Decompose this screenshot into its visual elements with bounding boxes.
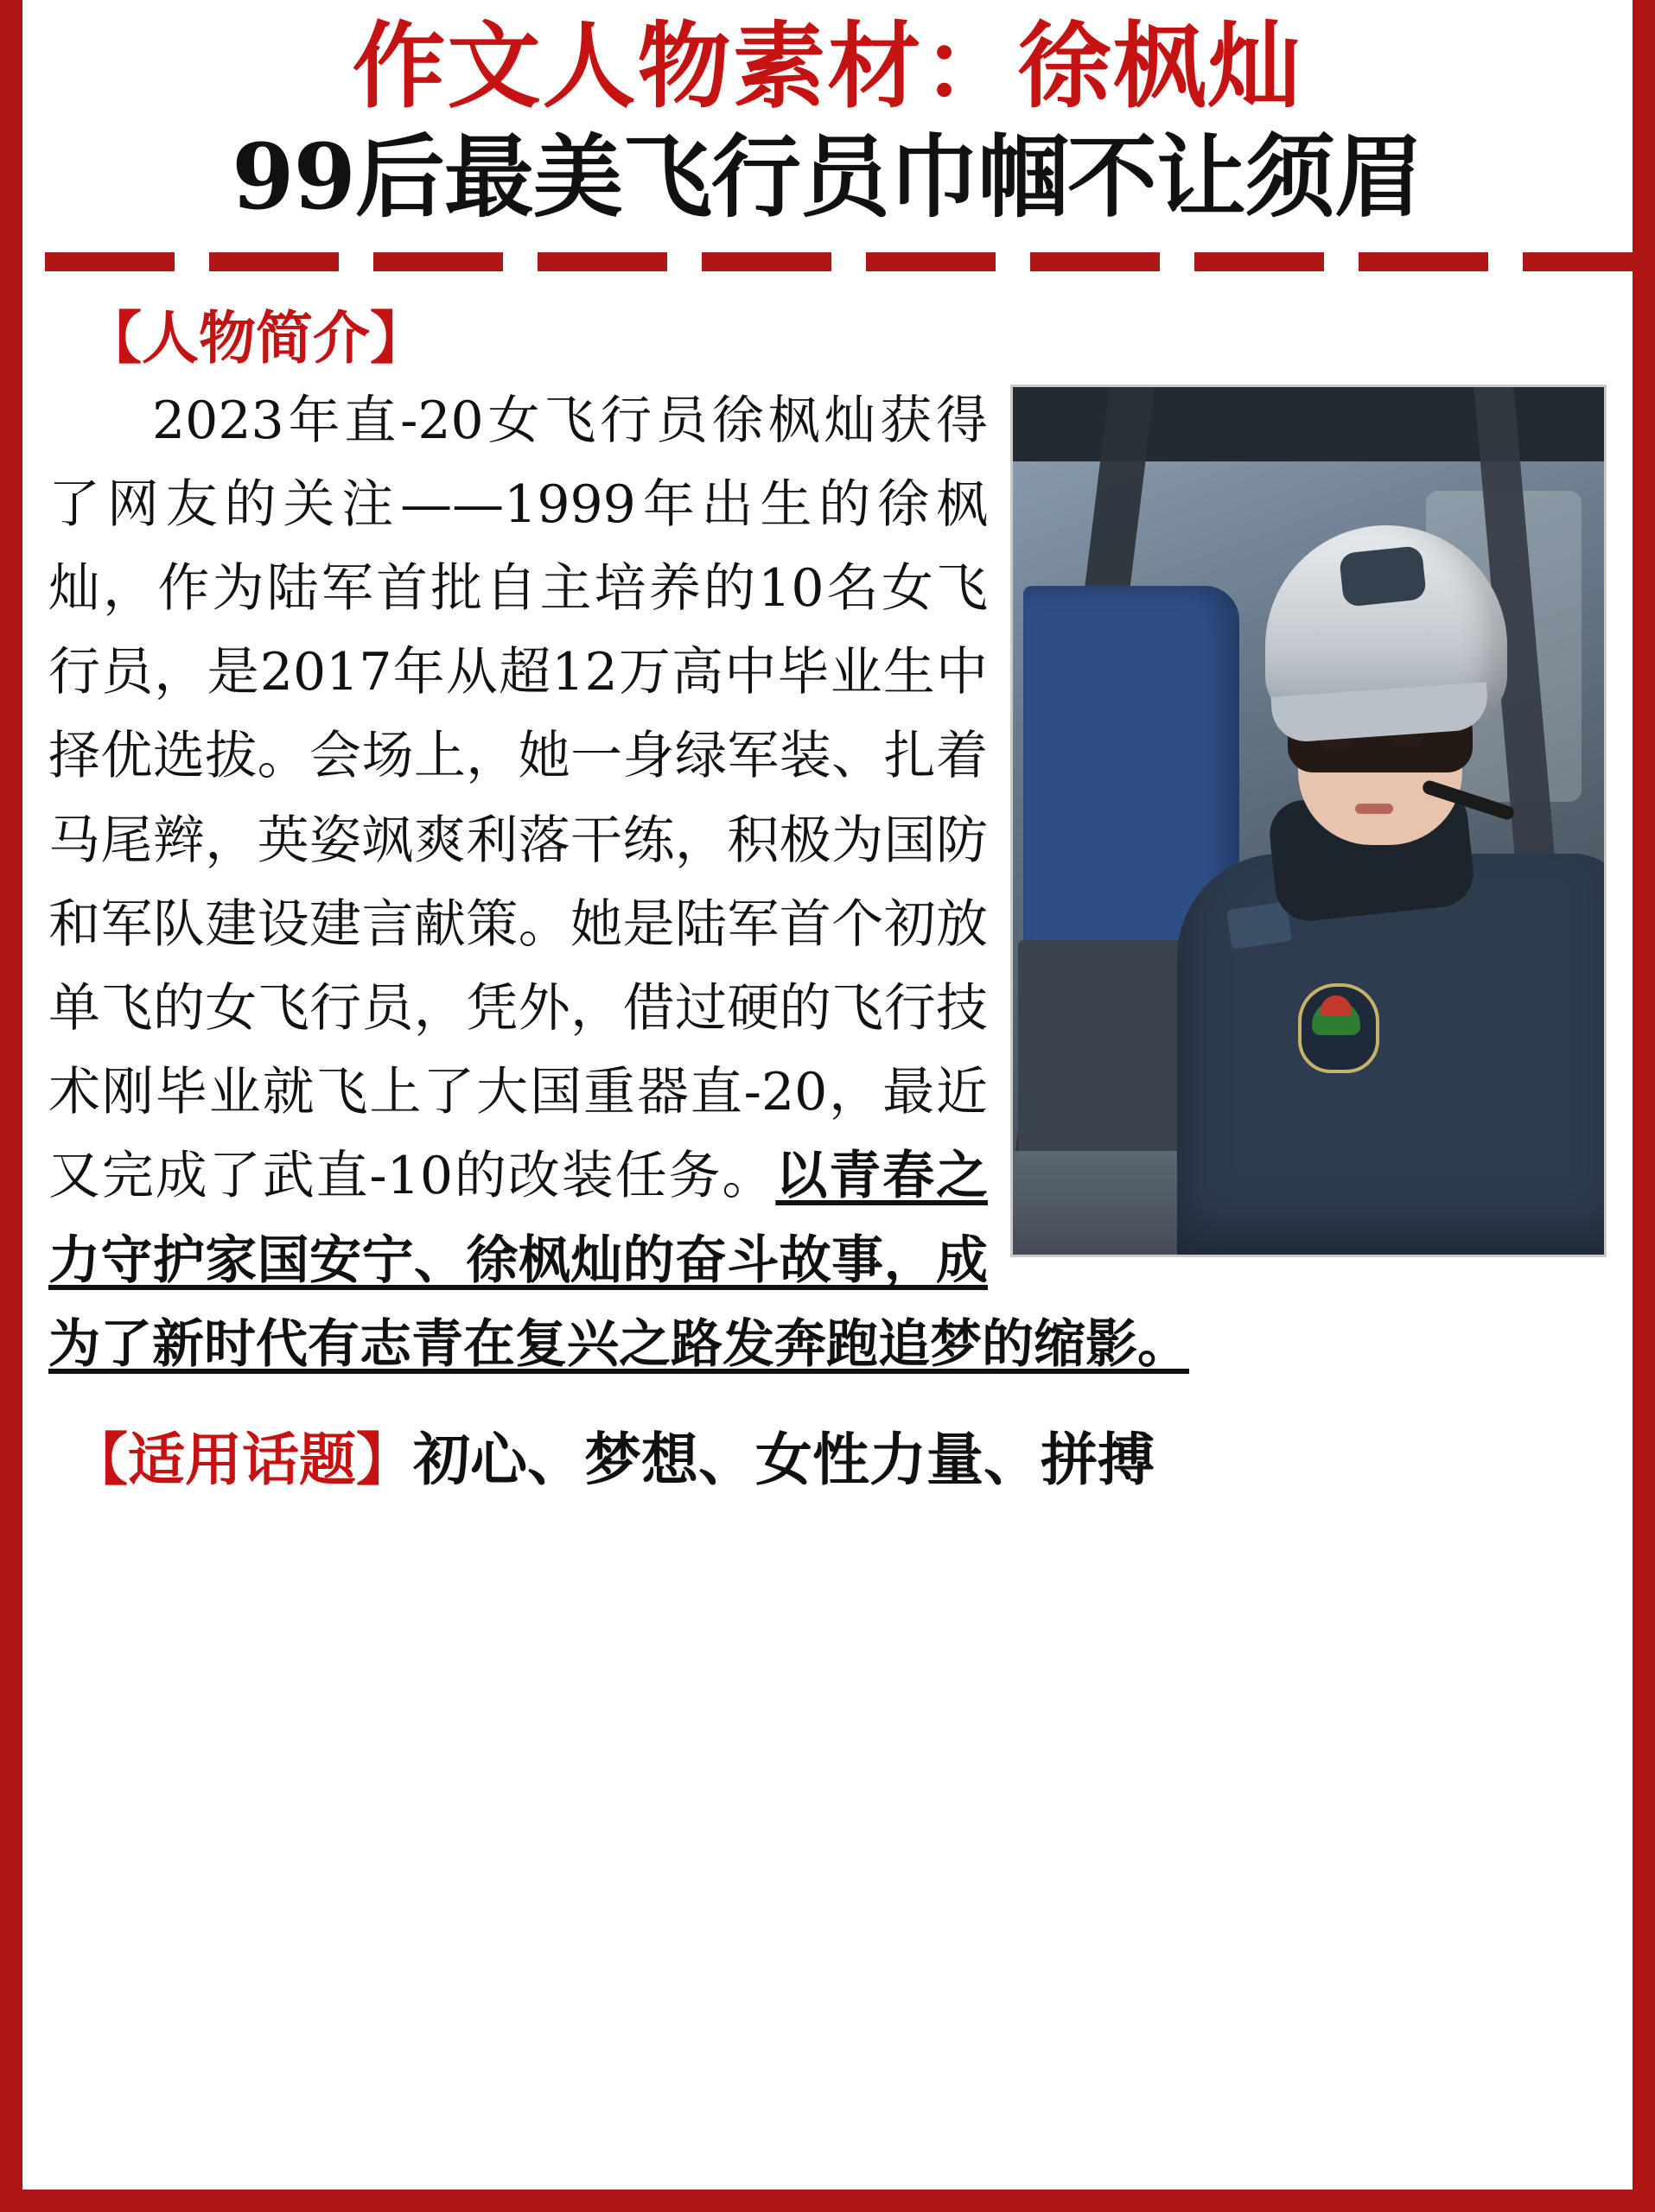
helmet-visor [1339, 545, 1427, 607]
topics-value: 初心、梦想、女性力量、拼搏 [413, 1425, 1155, 1493]
pilot-mouth [1355, 804, 1393, 814]
dashed-divider [45, 252, 1655, 271]
shoulder-patch-icon [1226, 901, 1292, 949]
profile-heading: 【人物简介】 [85, 304, 427, 372]
poster-header [22, 0, 1633, 271]
topics-label: 【适用话题】 [71, 1425, 413, 1493]
poster-content [22, 271, 1633, 1497]
unit-badge-icon [1298, 983, 1379, 1073]
pilot-eye-left [1321, 740, 1350, 749]
topics-line [71, 1423, 1607, 1497]
profile-paragraph-highlight: 以青春之力守护家国安宁、徐枫灿的奋斗故事，成为了新时代有志青在复兴之路发奔跑追梦的缩影。 [48, 1146, 1189, 1375]
pilot-eye-right [1391, 736, 1421, 746]
bottom-border [22, 2190, 1633, 2212]
profile-block [48, 379, 1607, 1387]
pilot-cockpit-photo [1010, 385, 1607, 1257]
page-subtitle: 99后最美飞行员巾帼不让须眉 [232, 124, 1423, 231]
profile-paragraph-text: 2023年直-20女飞行员徐枫灿获得了网友的关注——1999年出生的徐枫灿，作为陆军首批自主培养的10名女飞行员，是2017年从超12万高中毕业生中择优选拔。会场上，她一身绿军装、扎着马尾辫，英姿飒爽利落干练，积极为国防和军队建设建言献策。她是陆军首个初放单飞的女飞行员，凭外，借过硬的飞行技术刚毕业就飞上了大国重器直-20，最近又完成了武直-10的改装任务。 [48, 390, 988, 1207]
page-title: 作文人物素材：徐枫灿 [352, 12, 1303, 121]
